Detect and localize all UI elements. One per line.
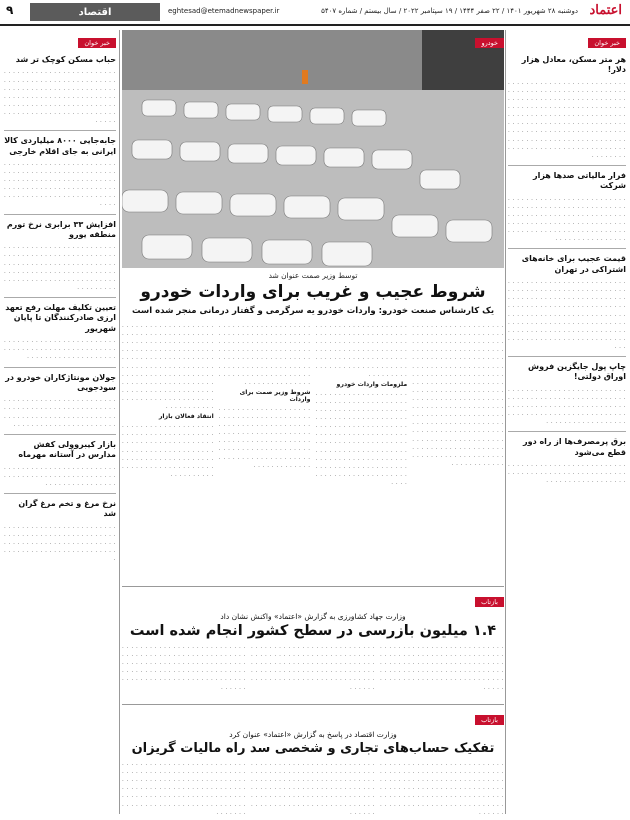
story-headline: تفکیک حساب‌های تجاری و شخصی سد راه مالیات گریزان — [131, 741, 495, 756]
text-block: . . . . . . . . . . . . . . . . . . . . . . . . . . . . . . . . . . . . . . . . . . . . . . . . . . . . . . . . . . . . . . . . . . . . . . — [4, 338, 116, 361]
inline-subheading: شروط وزیر صمت برای واردات — [239, 388, 311, 403]
parked-cars-illustration — [122, 30, 504, 268]
car-port-photo — [122, 30, 504, 268]
text-block: . . . . . . . . . . . . . . . . . . . . . . . . . . . . . . . . . . . . . . . . . . . . . . . . . . . . . . . . . . . . . . . . . . . . . . . . . . . . . . . . . . . . . . . . . . . . . . . . . . . . . . . . . . . . . . . . . . . . . . . . . . . . . . . . . . . . . . — [4, 244, 116, 291]
text-block: . . . . . . . . . . . . . . . . . . . . . . . . . . . . . . . . . . . . . . . . . . . . . . . . . . . . . . . . . . . . . . . . . . . . . . . . . . . . . . . . . . . . . . . . . . . . . . . . . . . . . — [4, 523, 116, 563]
inline-subheading: انتقاد فعالان بازار — [158, 413, 214, 421]
news-title: افزایش ۳۳ برابری نرخ تورم منطقه یورو — [6, 219, 116, 239]
main-story-column — [122, 30, 504, 816]
inline-subheading: ملزومات واردات خودرو — [336, 380, 408, 388]
text-block: . . . . . . . . . . . . . . . . . . . . . . . . . . . . . . . . . . . . . . . . . . . . . . . . . . . . . . . . . . . . . . . . . . . . . . . . . . . . . . . . . . . . . . . . . . . . . . . . . . . . . . . . . . . . . . . . . . . . . . . . . . . . . . . . . . . . . . . . . . . . . . . . . . . . . . . . . . . . . . . . . . . . . . . . . . . . . . . . . . . . . . . . . . . . . . . . . . . . . . . . . . . . . . . . . . . — [508, 279, 626, 350]
text-column: . . . . . . . . . . . . . . . . . . . . . . . . . . . . . . . . . . . . . . . . . . . . . . . . . . . . . . . . . . . . . . . . . . . . . . . . . . . . . . . . . . . . . . . . . . . . . . . . . . . . . . . . . . . . . . . . . . . . . . . . . . . . . . . . . . . . . . . . . . . . . . . . . . . . . . . . . . . . . . . . . . . . . . . . . . . . . . . . . . . . . . . . . . . . . . . . . . . . . . . . . . . . . . . . . . . . . . . . . . . . . . . . . . . . . . . . . . . . . . . . . . . . . . . . . . . . . . . . . . . . . . . . . . . . . . . . . . . . . . . . . . . . . . . . . . . . . . . . . . . . . . . . . . . . . . . . . . . . . . . . . . . . . . . . . . . . . . . . . . . . . . . . . . . . . . . . — [412, 323, 504, 467]
section-tag: بازتاب — [475, 597, 504, 607]
news-title: بازار کیبروولی کفش مدارس در آستانه مهرماه — [18, 439, 116, 460]
story-body: . . . . . . . . . . . . . . . . . . . . . . . . . . . . . . . . . . . . . . . . . . . . . . . . . . . . . . . . . . . . . . . . . . . . . . . . . . . . . . . . . . . . . . . . . . . . . . . . . . . . . . . . . . . . . . . . . . . . . . . . . . . . . . . . . . . . . . . . . . . . . . . . . . . . . . . . . . . . . . . . . . . . . . . . . . . . . . . . . . . . . . . . . . . . . . . . . . . . . . . . . . . . . . . . . . . . . . . . . . . . . . . . . . . . . . . . . . . . . . . . . . . . . . . . . . . . . . . . . . . . . . . . . . . . . . . . . . . . . . . . . . . . . . . . . . . . . . . . . . . . . . . . . . . . . . . . . . . . . . . . . . . . . . . . . . . . . . . . . . . . . . . . . . . . . . . . . . . . . . . . . . . . . . . . . . . . . . . . . . . . . . . . . . . . . . . . . . . . . . . . . . . . . . . . . . . . . . . . . . . . . . . . . . . . . . . . . . . . . . . . . . . . . . . . . . . . . . . . . . . . . . . . . . . . . . . . . . . . . . . . . . . . . . . . . . . . . . . . . . . . . . . . . — [122, 761, 504, 816]
news-title: برق پرمصرف‌ها از راه دور قطع می‌شود — [522, 437, 626, 457]
text-block: . . . . . . . . . . . . . . . . . . . . . . . . . . . . . . . . . . . . . . . . . . . . . . . . . . . . . . . . . . . . . . . . . . . . . . . . . . . . . . . . . . . . . . . . . . . . . . . . . . . . . . . . . . . . . . . . . . . . . . . . . . . . . . . . . . . . . . . . . . . . . . . . . . . . . . . . . . . . . . . . . . . . . . . . . . . . . . . . . . . . . . . . . . . . . . . . . . . . . . . . . . . . . . . . . . . . . . . . . . . . . . . . . . . . . . . . . . . . . . . . . . — [508, 79, 626, 159]
story-kicker: وزارت اقتصاد در پاسخ به گزارش «اعتماد» عنوان کرد — [229, 730, 397, 739]
page-number: ۹ — [6, 3, 14, 17]
text-block: . . . . . . . . . . . . . . . . . . . . . . . . . . . . . . . . . . . . . . . . . . . . . . . . . . . . . . . . . . . . . . . . . . . . . . — [508, 462, 626, 485]
news-title: نرخ مرغ و تخم مرغ گران شد — [18, 498, 116, 519]
section-tag: بازتاب — [475, 715, 504, 725]
news-title: فرار مالیاتی صدها هزار شرکت — [532, 170, 626, 191]
tertiary-story — [122, 704, 504, 816]
column-divider — [505, 30, 506, 814]
news-title: جابه‌جایی ۸۰۰۰ میلیاردی کالا ایرانی به جای اقلام خارجی — [4, 136, 116, 156]
text-block: . . . . . . . . . . . . . . . . . . . . . . . . . . . . . . . . . . . . . . . . . . . . . . . . . . . . . . . . . . . . . . . . . . . . . . . . . . . . . . . . . . . . . . . . . . . . . . . . . . . . . . . . . . . . . . . . . . . . . . . . . . — [508, 386, 626, 426]
left-news-column — [4, 30, 116, 816]
main-headline: شروط عجیب و غریب برای واردات خودرو — [140, 282, 486, 302]
news-title: حباب مسکن کوچک تر شد — [15, 55, 116, 64]
section-tag: خودرو — [475, 38, 504, 48]
text-column: . . . . . . . . . . . . . . . . . . . . . . . . . . . . . . . . . . . . . . . . . . . . . . . . . . . . . . . . . . . . . . . . . . . . . . . . . . . . . . . . . . . . . . . . . . . . . . . . . . . . . . . . . . . . . . . . . . . . . . . . . . . . . . . . . . . . . . . . . . . . . . . . . . . . . . . . . . . . . . . . . . . . . . . . . . . . . . . . . . . . . . . . . . . . . . . . . . . . . . . . . . . . . . . . . . . انتقاد فعالان بازار . . . . . . . . . . . . . . . . . . . . . . . . . . . . . . . . . . . . . . . . . . . . . . . . . . . . . . . . . . . . . . . . . . . . . . . . . . . . . . . . . . . . . . . . . . . . . . . . . . . . . . . . . . . . . . . . . . . . . . . . . . . . . . . . . . — [122, 323, 214, 478]
news-title: قیمت عجیب برای خانه‌های اشتراکی در تهران — [521, 254, 626, 274]
section-email: eghtesad@etemadnewspaper.ir — [168, 7, 280, 15]
text-block: . . . . . . . . . . . . . . . . . . . . . . . . . . . . . . . . . . . . . . . . . . . . . . . . . . . . . . . . . . . . . . . . . . . . . . . . . . . . . . . . . . . . . . . . . . . . . . . . . . . . . . . . . . . . . . . . . . . . . . . . . . . . . . . . . . . . . . . . . . . . . . . . . . . . . . . . . . . — [4, 69, 116, 125]
column-divider — [119, 30, 120, 814]
story-body: . . . . . . . . . . . . . . . . . . . . . . . . . . . . . . . . . . . . . . . . . . . . . . . . . . . . . . . . . . . . . . . . . . . . . . . . . . . . . . . . . . . . . . . . . . . . . . . . . . . . . . . . . . . . . . . . . . . . . . . . . . . . . . . . . . . . . . . . . . . . . . . . . . . . . . . . . . . . . . . . . . . . . . . . . . . . . . . . . . . . . . . . . . . . . . . . . . . . . . . . . . . . . . . . . . . . . . . . . . . . . . . . . . . . . . . . . . . . . . . . . . . . . . . . . . . . . . . . . . . . . . . . . . . . . . . . . . . . . . . . . . . . . . . . . . . . . . . . . . . . . . . . . . . . . . . . . . . . . . . . . . . . . . . . . . . . . . . . . . . . . . . . . . . . . . . . . . . . . . . . . . . . . . . . . . . . . . . . . . . . . . . . . . . . . . . . . . . . . . . . . . . . . . . . . . . . . . . . . . . . . . — [122, 644, 504, 691]
text-column: . . . . . . . . . . . . . . . . . . . . . . . . . . . . . . . . . . . . . . . . . . . . . . . . . . . . . . . . . . . . . . . . . . . . . . . . . . . . . . . . . . . . . . . . . . . . . . . . . . . . . . . . . . . . . . . . . . . . . . . . . . . . . . . . . ملزومات واردات خودرو . . . . . . . . . . . . . . . . . . . . . . . . . . . . . . . . . . . . . . . . . . . . . . . . . . . . . . . . . . . . . . . . . . . . . . . . . . . . . . . . . . . . . . . . . . . . . . . . . . . . . . . . . . . . . . . . . . . . . . . . . . . . . . . . . . . . . . . . . . . . . . . . . . . . . . . . . . . . . . . . . . . . . . . . . . . . . . . . . . . . . . . . . . . . . . . . . . . . . . . . . . . . . . . . . . . . . . . . . . . . . . . . — [315, 323, 408, 486]
text-column: . . . . . . . . . . . . . . . . . . . . . . . . . . . . . . . . . . . . . . . . . . . . . . . . . . . . . . . . . . . . . . . . . . . . . . . . . . . . . . . . . . . . . . . . . . . . . . . . . . . . . . . . . . . . . . . . . . . . . . . . . . . . . . . . . . . . . . . . . . . . . . . . . . . . . . . . . . . شروط وزیر صمت برای واردات . . . . . . . . . . . . . . . . . . . . . . . . . . . . . . . . . . . . . . . . . . . . . . . . . . . . . . . . . . . . . . . . . . . . . . . . . . . . . . . . . . . . . . . . . . . . . . . . . . . . . . . . . . . . . . . . . . . . . . . . . . . . . . . . . . . . . . . . . . . . . . . . . . . . . . . . . — [218, 323, 311, 469]
text-block: . . . . . . . . . . . . . . . . . . . . . . . . . . . . . . . . . . . . . . . . . . . . . . . . . . . . . . . . . . . . . . . . . . . . . . . . . . . . . . . . . . . . . . . . . . . . . . . . . . . . . . . . . . . . . . . . . . . . . . . . . . . . . . . . . — [4, 160, 116, 208]
text-block: . . . . . . . . . . . . . . . . . . . . . . . . . . . . . . . . . . . . . . . . . . . . . . . . . . . . . . . . . . . . . . . . . . . . . . . . . . . . . . . . . . . . . . . . . . . . . . . . . . . . . . . . . . . . . . . . . . . . . . . . . . . . . . . . . . . . . . . . . . . . . . . . . . — [508, 195, 626, 243]
story-headline: ۱.۴ میلیون بازرسی در سطح کشور انجام شده است — [129, 623, 497, 639]
text-block: . . . . . . . . . . . . . . . . . . . . . . . . . . . . . . . . . . . . . . . . . . . . . . . . . . . . . . . . . . . . . . . . . . . . . . . . . . . . . . . . . . . . . . . . . . . . . . . . . . — [4, 397, 116, 428]
story-kicker: توسط وزیر صمت عنوان شد — [268, 271, 358, 280]
news-title: چاپ پول جایگزین فروش اوراق دولتی! — [528, 362, 626, 382]
news-title: جولان مونتاژکاران خودرو در سودجویی — [5, 372, 116, 392]
section-tag: خبر خوان — [78, 38, 116, 48]
right-news-column — [508, 30, 626, 816]
story-kicker: وزارت جهاد کشاورزی به گزارش «اعتماد» واکنش نشان داد — [220, 612, 406, 621]
text-block: . . . . . . . . . . . . . . . . . . . . . . . . . . . . . . . . . . . . . . . . . . . . . . . . . . . . . . . . . . . . . . . . . . — [4, 464, 116, 487]
date-line: دوشنبه ۲۸ شهریور ۱۴۰۱ / ۲۲ صفر ۱۴۴۴ / ۱۹ سپتامبر ۲۰۲۲ / سال بیستم / شماره ۵۴۰۷ — [321, 7, 578, 15]
section-tag: خبر خوان — [588, 38, 626, 48]
section-label: اقتصاد — [30, 3, 160, 21]
newspaper-logo: اعتماد — [589, 3, 622, 18]
news-title: تعیین تکلیف مهلت رفع تعهد ارزی صادرکنندگان تا پایان شهریور — [5, 303, 116, 333]
masthead — [0, 0, 630, 26]
main-subhead: یک کارشناس صنعت خودرو: واردات خودرو یه سرگرمی و گفتار درمانی منجر شده است — [131, 306, 495, 316]
main-story-body — [122, 322, 504, 584]
news-title: هر متر مسکن، معادل هزار دلار! — [521, 55, 626, 75]
